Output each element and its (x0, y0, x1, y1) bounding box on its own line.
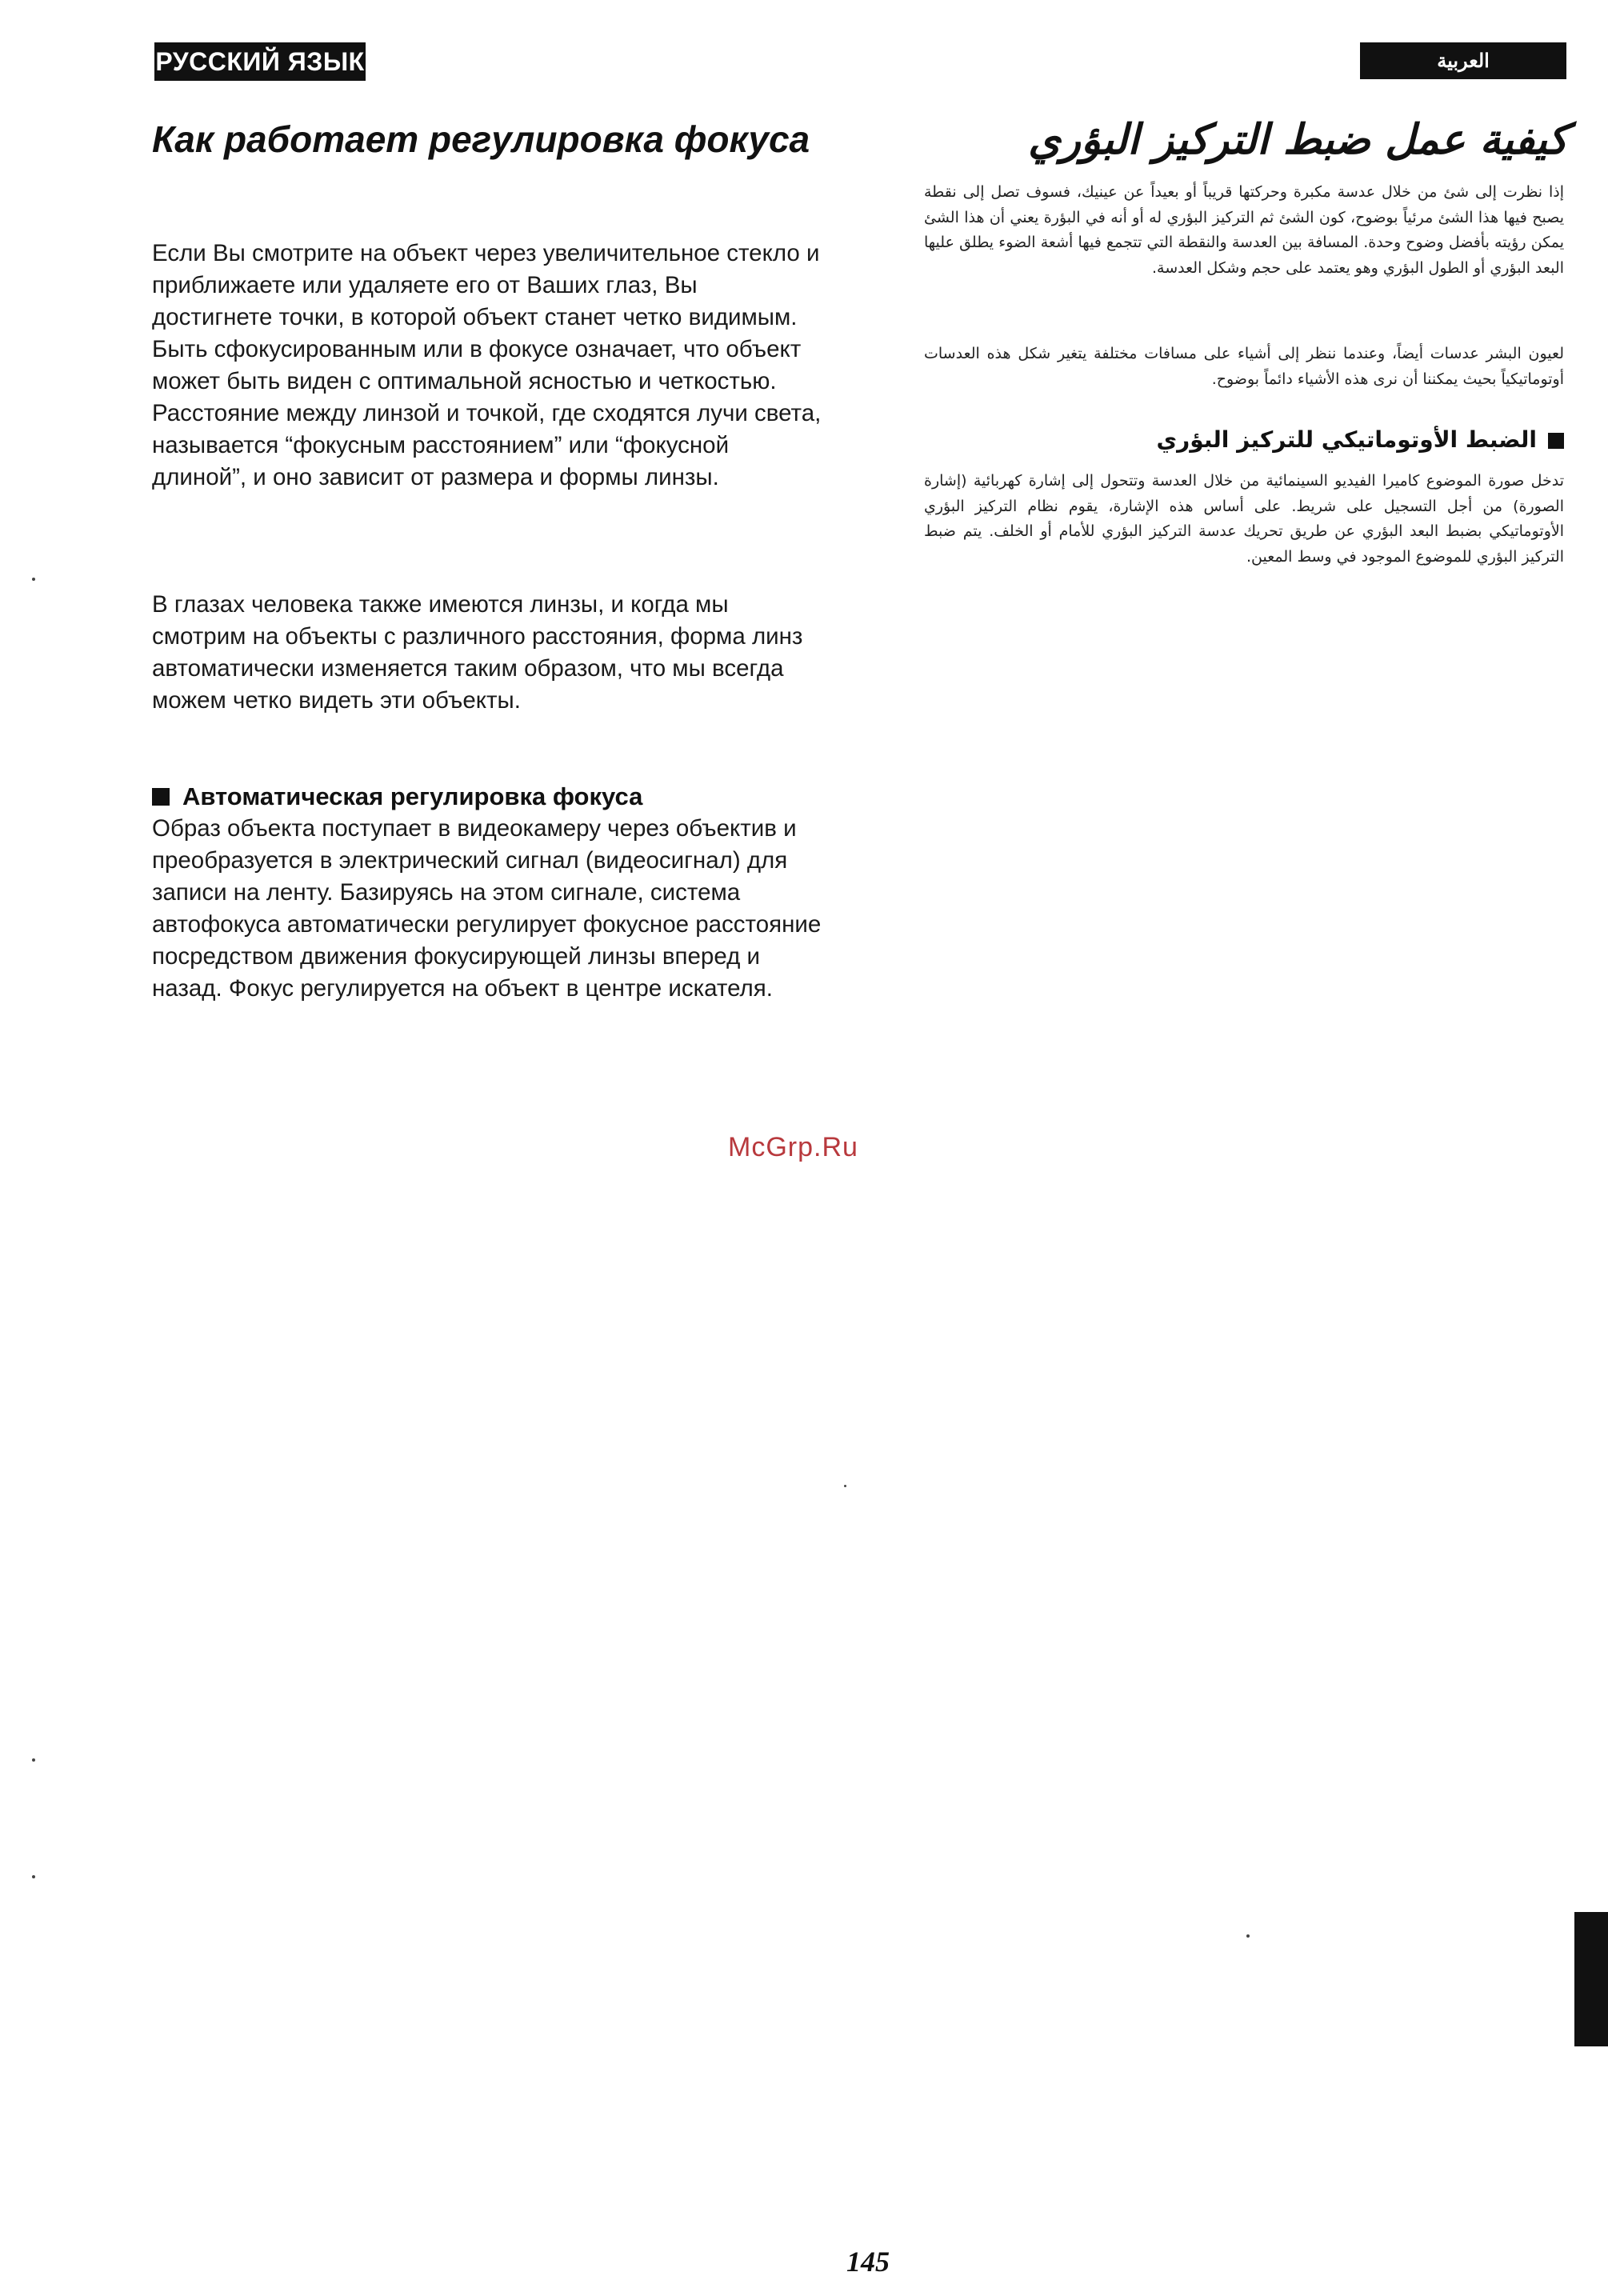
arabic-language-tab: العربية (1360, 42, 1566, 79)
arabic-paragraph-1: إذا نظرت إلى شئ من خلال عدسة مكبرة وحركتها قريباً أو بعيداً عن عينيك، فسوف تصل إلى نقطة يصبح فيها هذا الشئ مرئياً بوضوح، كون الشئ ثم التركيز البؤري له أو أنه في البؤرة يعني أن هذا الشئ يمكن رؤيته بأفضل وضوح وحدة. المسافة بين العدسة والنقطة التي تتجمع فيها أشعة الضوء يطلق عليها البعد البؤري أو الطول البؤري وهو يعتمد على حجم وشكل العدسة. (924, 183, 1564, 277)
arabic-section-heading-text: الضبط الأوتوماتيكي للتركيز البؤري (1156, 426, 1537, 453)
arabic-section-heading (924, 424, 1564, 456)
russian-section-heading (152, 781, 642, 813)
scan-speck (32, 1758, 35, 1762)
scan-speck (32, 1875, 35, 1878)
russian-paragraph-1: Если Вы смотрите на объект через увеличительное стекло и приближаете или удаляете его от Ваших глаз, Вы достигнете точки, в которой объект станет четко видимым. Быть сфокусированным или в фокусе означает, что объект может быть виден с оптимальной ясностью и четкостью. Расстояние между линзой и точкой, где сходятся лучи света, называется “фокусным расстоянием” или “фокусной длиной”, и оно зависит от размера и формы линзы. (152, 240, 822, 490)
arabic-paragraph-3: تدخل صورة الموضوع كاميرا الفيديو السينمائية من خلال العدسة وتتحول إلى إشارة كهربائية (إشارة الصورة) من أجل التسجيل على شريط. على أساس هذه الإشارة، يقوم نظام التركيز البؤري الأوتوماتيكي بضبط البعد البؤري عن طريق تحريك عدسة التركيز البؤري للأمام أو الخلف. يتم ضبط التركيز البؤري للموضوع الموجود في وسط المعين. (924, 472, 1564, 566)
scan-speck (844, 1485, 846, 1487)
russian-section-heading-text: Автоматическая регулировка фокуса (182, 782, 643, 810)
square-bullet-icon (1548, 433, 1564, 449)
watermark: McGrp.Ru (728, 1132, 858, 1162)
square-bullet-icon (152, 788, 170, 806)
russian-page-title: Как работает регулировка фокуса (152, 118, 810, 160)
edge-index-tab (1574, 1912, 1608, 2046)
scan-speck (1246, 1934, 1250, 1938)
arabic-paragraph-2: لعيون البشر عدسات أيضاً، وعندما ننظر إلى أشياء على مسافات مختلفة يتغير شكل هذه العدسات أوتوماتيكياً بحيث يمكننا أن نرى هذه الأشياء دائماً بوضوح. (924, 345, 1564, 388)
arabic-page-title: كيفية عمل ضبط التركيز البؤري (1028, 116, 1568, 164)
russian-language-tab: РУССКИЙ ЯЗЫК (154, 42, 366, 81)
page-number: 145 (846, 2246, 890, 2278)
russian-paragraph-2: В глазах человека также имеются линзы, и когда мы смотрим на объекты с различного расстояния, форма линз автоматически изменяется таким образом, что мы всегда можем четко видеть эти объекты. (152, 591, 803, 714)
scan-speck (32, 578, 35, 581)
russian-paragraph-3: Образ объекта поступает в видеокамеру через объектив и преобразуется в электрический сигнал (видеосигнал) для записи на ленту. Базируясь на этом сигнале, система автофокуса автоматически регулирует фокусное расстояние посредством движения фокусирующей линзы вперед и назад. Фокус регулируется на объект в центре искателя. (152, 815, 822, 1002)
